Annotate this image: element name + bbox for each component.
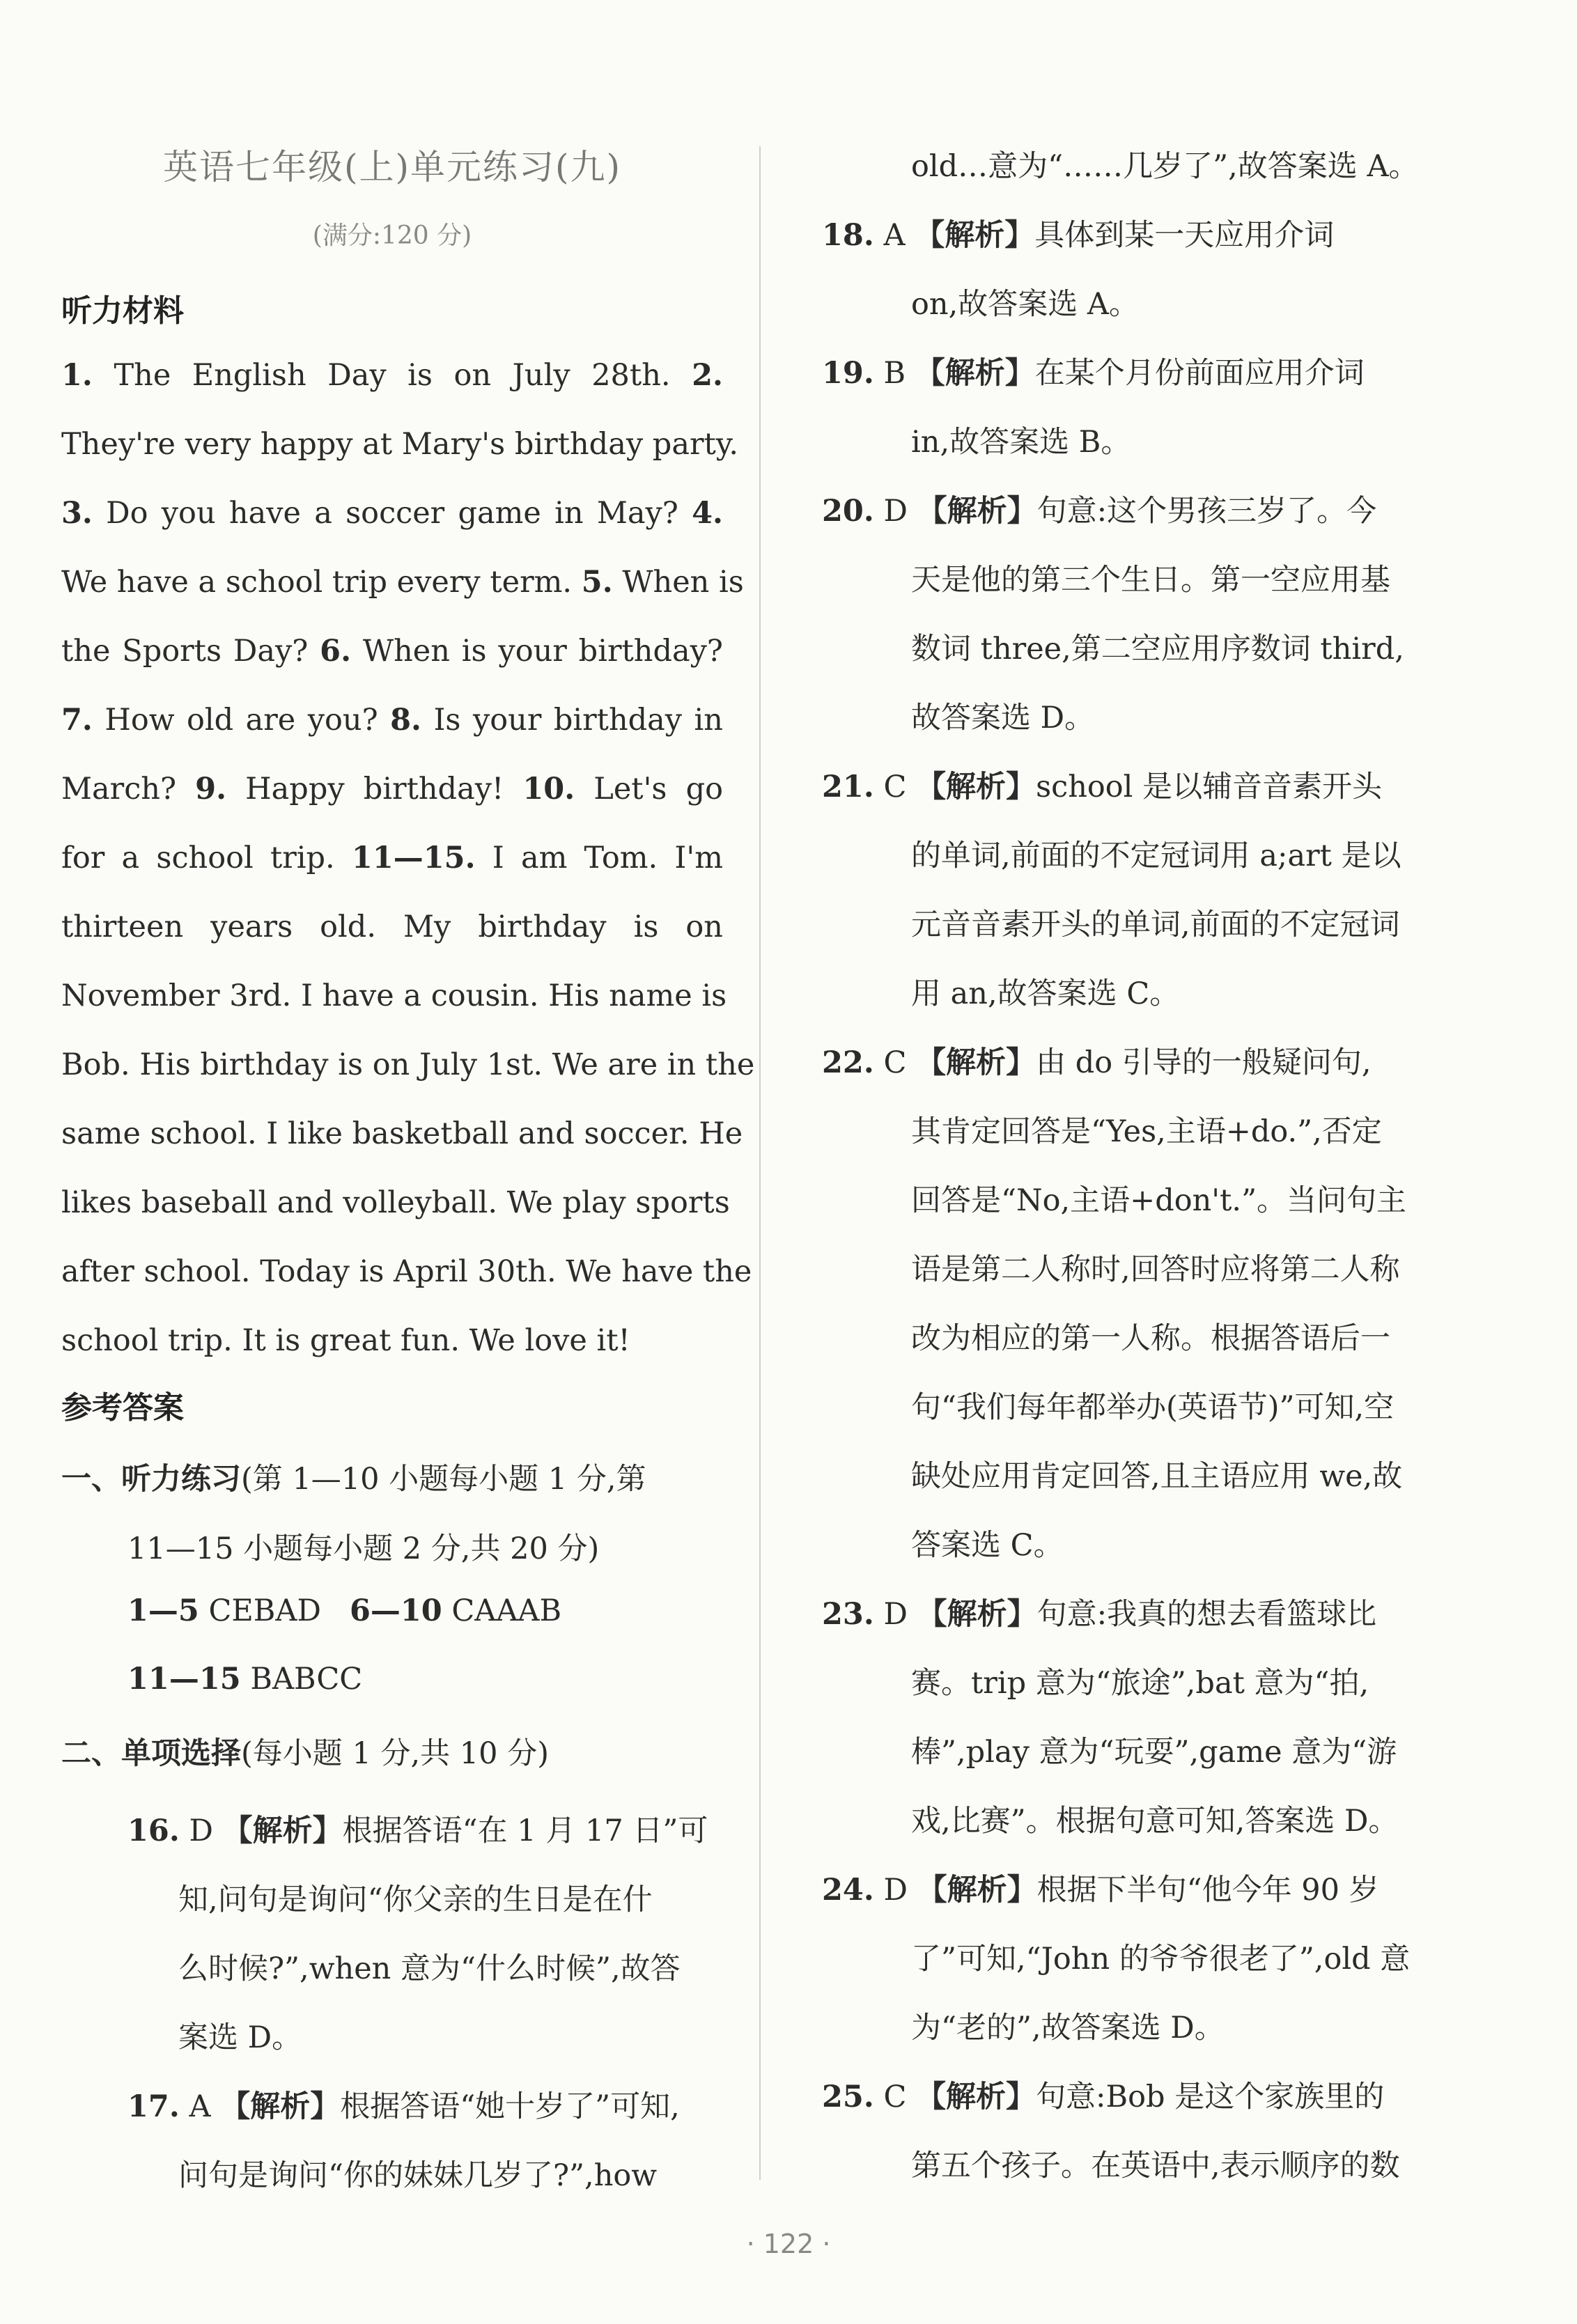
analysis-tag: 【解析】 — [917, 1873, 1037, 1908]
listening-line: 7. How old are you? 8. Is your birthday in — [61, 703, 723, 738]
listening-line: March? 9. Happy birthday! 10. Let's go — [61, 772, 723, 806]
answers-heading: 参考答案 — [61, 1390, 184, 1426]
analysis-tag: 【解析】 — [917, 1597, 1037, 1632]
listening-line: after school. Today is April 30th. We have the — [61, 1254, 752, 1289]
listening-line: They're very happy at Mary's birthday party. — [61, 427, 739, 462]
analysis-line — [61, 1797, 708, 1866]
analysis-line — [822, 753, 1401, 822]
analysis-tag: 【解析】 — [916, 770, 1036, 804]
analysis-tag: 【解析】 — [916, 2080, 1036, 2114]
listening-line: same school. I like basketball and soccer. He — [61, 1116, 743, 1151]
item-number: 21. — [822, 770, 874, 804]
analysis-line — [822, 891, 1401, 960]
item-answer: B — [873, 356, 915, 391]
listening-line: November 3rd. I have a cousin. His name is — [61, 978, 727, 1013]
analysis-line — [822, 1994, 1410, 2063]
listening-line: for a school trip. 11—15. I am Tom. I'm — [61, 841, 723, 875]
analysis-line — [822, 1787, 1398, 1856]
analysis-line — [61, 1866, 708, 1935]
analysis-text: in,故答案选 B。 — [911, 425, 1131, 460]
section2-note: (每小题 1 分,共 10 分) — [241, 1736, 549, 1771]
section1-title — [61, 1456, 646, 1498]
section2-title — [61, 1730, 549, 1772]
analysis-text: 戏,比赛”。根据句意可知,答案选 D。 — [911, 1804, 1399, 1839]
analysis-text: 句“我们每年都举办(英语节)”可知,空 — [911, 1390, 1395, 1425]
analysis-text: 棒”,play 意为“玩耍”,game 意为“游 — [911, 1735, 1397, 1770]
analysis-line — [822, 1167, 1406, 1235]
analysis-line — [822, 132, 1419, 201]
answer-row-2 — [127, 1662, 362, 1697]
analysis-text: old…意为“……几岁了”,故答案选 A。 — [911, 149, 1419, 184]
analysis-line — [822, 684, 1404, 753]
item-number: 20. — [822, 494, 874, 529]
analysis-text: 么时候?”,when 意为“什么时候”,故答 — [178, 1951, 681, 1986]
item-answer: A — [179, 2089, 221, 2124]
analysis-line — [822, 822, 1401, 891]
item-number: 16. — [127, 1814, 180, 1848]
analysis-text: 其肯定回答是“Yes,主语+do.”,否定 — [911, 1114, 1382, 1149]
analysis-text: 元音音素开头的单词,前面的不定冠词 — [911, 907, 1400, 942]
item-answer: C — [873, 2080, 917, 2114]
section1-note: (第 1—10 小题每小题 1 分,第 — [241, 1462, 646, 1497]
answer-range: 11—15 — [127, 1662, 241, 1697]
analysis-tag: 【解析】 — [220, 2089, 341, 2124]
analysis-item-20 — [822, 477, 1404, 753]
analysis-item-18 — [822, 201, 1334, 339]
item-number: 22. — [822, 1045, 874, 1080]
analysis-line — [822, 2063, 1400, 2132]
analysis-tag: 【解析】 — [916, 1045, 1036, 1080]
column-divider — [759, 146, 761, 2180]
analysis-line — [822, 270, 1334, 339]
analysis-text: 数词 three,第二空应用序数词 third, — [911, 632, 1404, 666]
analysis-text: 改为相应的第一人称。根据答语后一 — [911, 1321, 1390, 1356]
analysis-text: 句意:这个男孩三岁了。今 — [1036, 494, 1377, 529]
answer-range: 6—10 — [349, 1593, 442, 1628]
page-subtitle: (满分:120 分) — [312, 221, 472, 250]
item-answer: D — [179, 1814, 223, 1848]
listening-heading: 听力材料 — [61, 293, 184, 329]
listening-line: 3. Do you have a soccer game in May? 4. — [61, 496, 723, 531]
listening-text — [61, 341, 755, 1375]
analysis-item-17 — [61, 2073, 680, 2210]
analysis-tag: 【解析】 — [917, 494, 1037, 529]
analysis-text: 具体到某一天应用介词 — [1034, 218, 1335, 253]
analysis-tag: 【解析】 — [222, 1814, 343, 1848]
analysis-line — [822, 1442, 1406, 1511]
analysis-tag: 【解析】 — [915, 356, 1035, 391]
analysis-line — [822, 477, 1404, 546]
analysis-item-21 — [822, 753, 1401, 1029]
analysis-text: 故答案选 D。 — [911, 701, 1095, 735]
analysis-line — [822, 1373, 1406, 1442]
analysis-line — [822, 339, 1365, 408]
listening-line: We have a school trip every term. 5. When is — [61, 565, 744, 600]
item-answer: D — [873, 1597, 917, 1632]
analysis-text: 由 do 引导的一般疑问句, — [1036, 1045, 1372, 1080]
analysis-line — [61, 2073, 680, 2142]
analysis-item-25 — [822, 2063, 1400, 2201]
item-answer: C — [873, 1045, 917, 1080]
analysis-item-23 — [822, 1580, 1398, 1856]
listening-line: 1. The English Day is on July 28th. 2. — [61, 358, 723, 393]
analysis-line — [822, 1649, 1398, 1718]
analysis-text: 句意:我真的想去看篮球比 — [1036, 1597, 1377, 1632]
analysis-text: 用 an,故答案选 C。 — [911, 976, 1180, 1011]
analysis-line — [822, 1235, 1406, 1304]
analysis-item-22 — [822, 1029, 1406, 1580]
analysis-text: 知,问句是询问“你父亲的生日是在什 — [178, 1882, 653, 1917]
item-answer: A — [873, 218, 915, 253]
analysis-item-19 — [822, 339, 1365, 477]
analysis-text: 回答是“No,主语+don't.”。当问句主 — [911, 1183, 1407, 1218]
analysis-line — [822, 408, 1365, 477]
listening-line: the Sports Day? 6. When is your birthday? — [61, 634, 723, 669]
analysis-line — [822, 615, 1404, 684]
analysis-line — [822, 1718, 1398, 1787]
analysis-line — [822, 1925, 1410, 1994]
listening-line: likes baseball and volleyball. We play sports — [61, 1185, 730, 1220]
analysis-text: 问句是询问“你的妹妹几岁了?”,how — [178, 2158, 658, 2193]
analysis-text: 语是第二人称时,回答时应将第二人称 — [911, 1252, 1400, 1287]
page-number: · 122 · — [746, 2229, 831, 2259]
analysis-text: 天是他的第三个生日。第一空应用基 — [911, 563, 1390, 598]
analysis-text: 了”可知,“John 的爷爷很老了”,old 意 — [911, 1942, 1411, 1976]
analysis-text: 根据答语“在 1 月 17 日”可 — [342, 1814, 708, 1848]
answer-row-1 — [127, 1593, 561, 1628]
analysis-text: 的单词,前面的不定冠词用 a;art 是以 — [911, 839, 1401, 873]
analysis-line — [822, 546, 1404, 615]
analysis-text: 赛。trip 意为“旅途”,bat 意为“拍, — [911, 1666, 1369, 1701]
page-title: 英语七年级(上)单元练习(九) — [162, 147, 622, 187]
analysis-line — [822, 201, 1334, 270]
item-answer: D — [873, 1873, 917, 1908]
item-number: 18. — [822, 218, 874, 253]
item-number: 25. — [822, 2080, 874, 2114]
analysis-line — [61, 2004, 708, 2073]
analysis-text: 根据下半句“他今年 90 岁 — [1036, 1873, 1379, 1908]
analysis-text: on,故答案选 A。 — [911, 287, 1139, 322]
section1-label: 一、听力练习 — [61, 1462, 241, 1497]
analysis-text: 案选 D。 — [178, 2020, 302, 2055]
analysis-line — [822, 1304, 1406, 1373]
analysis-text: school 是以辅音音素开头 — [1036, 770, 1383, 804]
section1-note-line2: 11—15 小题每小题 2 分,共 20 分) — [127, 1531, 600, 1566]
analysis-line — [822, 1580, 1398, 1649]
analysis-text: 在某个月份前面应用介词 — [1034, 356, 1365, 391]
listening-line: thirteen years old. My birthday is on — [61, 910, 723, 944]
analysis-text: 句意:Bob 是这个家族里的 — [1036, 2080, 1385, 2114]
item-answer: C — [873, 770, 917, 804]
listening-line: school trip. It is great fun. We love it! — [61, 1323, 630, 1358]
analysis-line — [822, 960, 1401, 1029]
item-answer: D — [873, 494, 917, 529]
answer-value: BABCC — [250, 1662, 363, 1697]
analysis-line — [822, 1029, 1406, 1098]
analysis-text: 为“老的”,故答案选 D。 — [911, 2011, 1225, 2045]
analysis-text: 答案选 C。 — [911, 1528, 1064, 1563]
section2-label: 二、单项选择 — [61, 1736, 241, 1771]
item-number: 23. — [822, 1597, 874, 1632]
analysis-text: 缺处应用肯定回答,且主语应用 we,故 — [911, 1459, 1403, 1494]
analysis-text: 第五个孩子。在英语中,表示顺序的数 — [911, 2148, 1400, 2183]
listening-line: Bob. His birthday is on July 1st. We are in the — [61, 1047, 755, 1082]
analysis-item-24 — [822, 1856, 1410, 2063]
answer-value: CEBAD — [208, 1593, 321, 1628]
analysis-line — [822, 2132, 1400, 2201]
answer-range: 1—5 — [127, 1593, 199, 1628]
analysis-line — [61, 1935, 708, 2004]
item-number: 24. — [822, 1873, 874, 1908]
analysis-line — [822, 1098, 1406, 1167]
analysis-tag: 【解析】 — [915, 218, 1035, 253]
item-number: 17. — [127, 2089, 180, 2124]
analysis-line — [822, 1856, 1410, 1925]
analysis-line — [61, 2142, 680, 2210]
analysis-text: 根据答语“她十岁了”可知, — [340, 2089, 680, 2124]
answer-value: CAAAB — [451, 1593, 562, 1628]
item-number: 19. — [822, 356, 874, 391]
analysis-item-continued — [822, 132, 1419, 201]
analysis-line — [822, 1511, 1406, 1580]
analysis-item-16 — [61, 1797, 708, 2073]
